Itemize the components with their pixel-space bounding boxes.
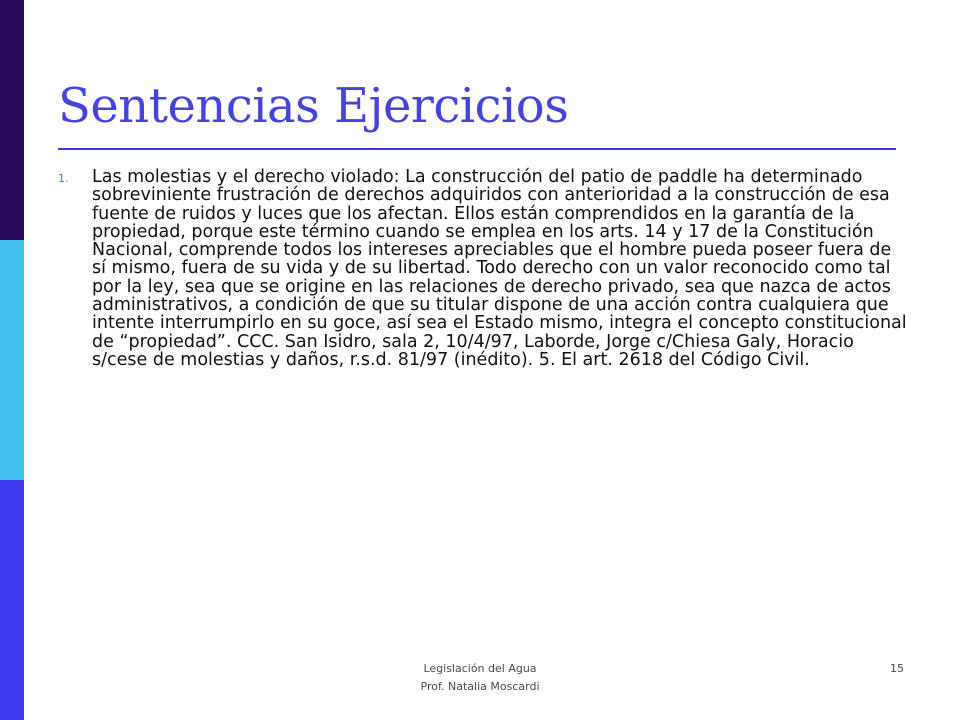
decorative-bar-top xyxy=(0,0,24,240)
page-number: 15 xyxy=(890,662,904,675)
list-item xyxy=(58,168,910,369)
list-item-text: Las molestias y el derecho violado: La construcción del patio de paddle ha determinado sobreviniente frustración de derechos adquiridos con anterioridad a la construcción de esa fuente de ruidos y luces que los afectan. Ellos están comprendidos en la garantía de la propiedad, porque este término cuando se emplea en los arts. 14 y 17 de la Constitución Nacional, comprende todos los intereses apreciables que el hombre pueda poseer fuera de sí mismo, fuera de su vida y de su libertad. Todo derecho con un valor reconocido como tal por la ley, sea que se origine en las relaciones de derecho privado, sea que nazca de actos administrativos, a condición de que su titular dispone de una acción contra cualquiera que intente interrumpirlo en su goce, así sea el Estado mismo, integra el concepto constitucional de “propiedad”. CCC. San Isidro, sala 2, 10/4/97, Laborde, Jorge c/Chiesa Galy, Horacio s/cese de molestias y daños, r.s.d. 81/97 (inédito). 5. El art. 2618 del Código Civil. xyxy=(92,167,907,370)
footer-instructor: Prof. Natalia Moscardi xyxy=(420,680,540,693)
list-item-number: 1. xyxy=(58,172,69,185)
decorative-bar-middle xyxy=(0,240,24,480)
slide-content xyxy=(58,168,910,369)
slide-title: Sentencias Ejercicios xyxy=(58,78,569,134)
decorative-bar-bottom xyxy=(0,480,24,720)
footer xyxy=(380,660,580,696)
footer-course-title: Legislación del Agua xyxy=(423,662,537,675)
title-underline xyxy=(58,148,896,150)
